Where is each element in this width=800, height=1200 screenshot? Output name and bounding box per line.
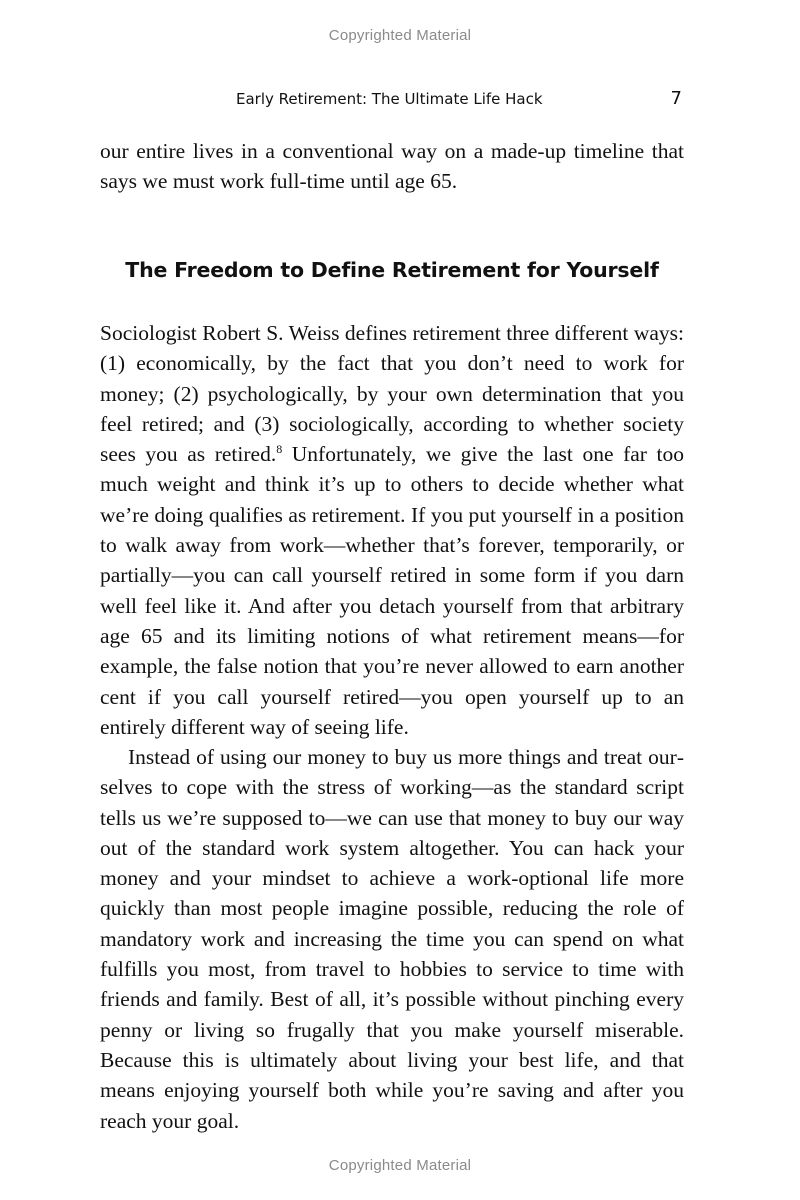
carry-over-paragraph: our entire lives in a conventional way on a made-up timeline that says we must work full-time until age 65. [100, 139, 684, 194]
page-number: 7 [670, 88, 682, 109]
paragraph-1-text: Sociologist Robert S. Weiss defines retirement three different ways: (1) economically, by the fact that you don’t need to work for money; (2) psychologically, by your own determination that you feel retired; and (3) sociologically, according to whether society sees you as retired. [100, 321, 684, 467]
body-paragraph-1 [100, 318, 684, 742]
running-title: Early Retirement: The Ultimate Life Hack [236, 90, 543, 108]
copyright-watermark-bottom: Copyrighted Material [328, 1157, 472, 1174]
footnote-reference[interactable]: 8 [276, 442, 283, 457]
running-header [100, 88, 684, 112]
paragraph-1-continuation: Unfortunately, we give the last one far too much weight and think it’s up to others to decide whether what we’re doing qualifies as retirement. If you put yourself in a position to walk away from work—whether that’s forever, temporarily, or partially—you can call yourself retired in some form if you darn well feel like it. And after you detach yourself from that arbitrary age 65 and its limiting notions of what retirement means—for example, the false notion that you’re never allowed to earn another cent if you call yourself retired—you open yourself up to an entirely different way of seeing life. [100, 442, 684, 739]
section-heading: The Freedom to Define Retirement for Yourself [125, 258, 659, 282]
copyright-watermark-top: Copyrighted Material [328, 27, 472, 44]
body-paragraph-2: Instead of using our money to buy us more things and treat ourselves to cope with the stress of working—as the standard script tells us we’re supposed to—we can use that money to buy our way out of the standard work system altogether. You can hack your money and your mindset to achieve a work-optional life more quickly than most people imagine possible, reducing the role of mandatory work and increasing the time you can spend on what fulfills you most, from travel to hobbies to service to time with friends and family. Best of all, it’s possible without pinching every penny or living so frugally that you make yourself miserable. Because this is ultimately about living your best life, and that means enjoying yourself both while you’re saving and after you reach your goal. [100, 745, 684, 1133]
